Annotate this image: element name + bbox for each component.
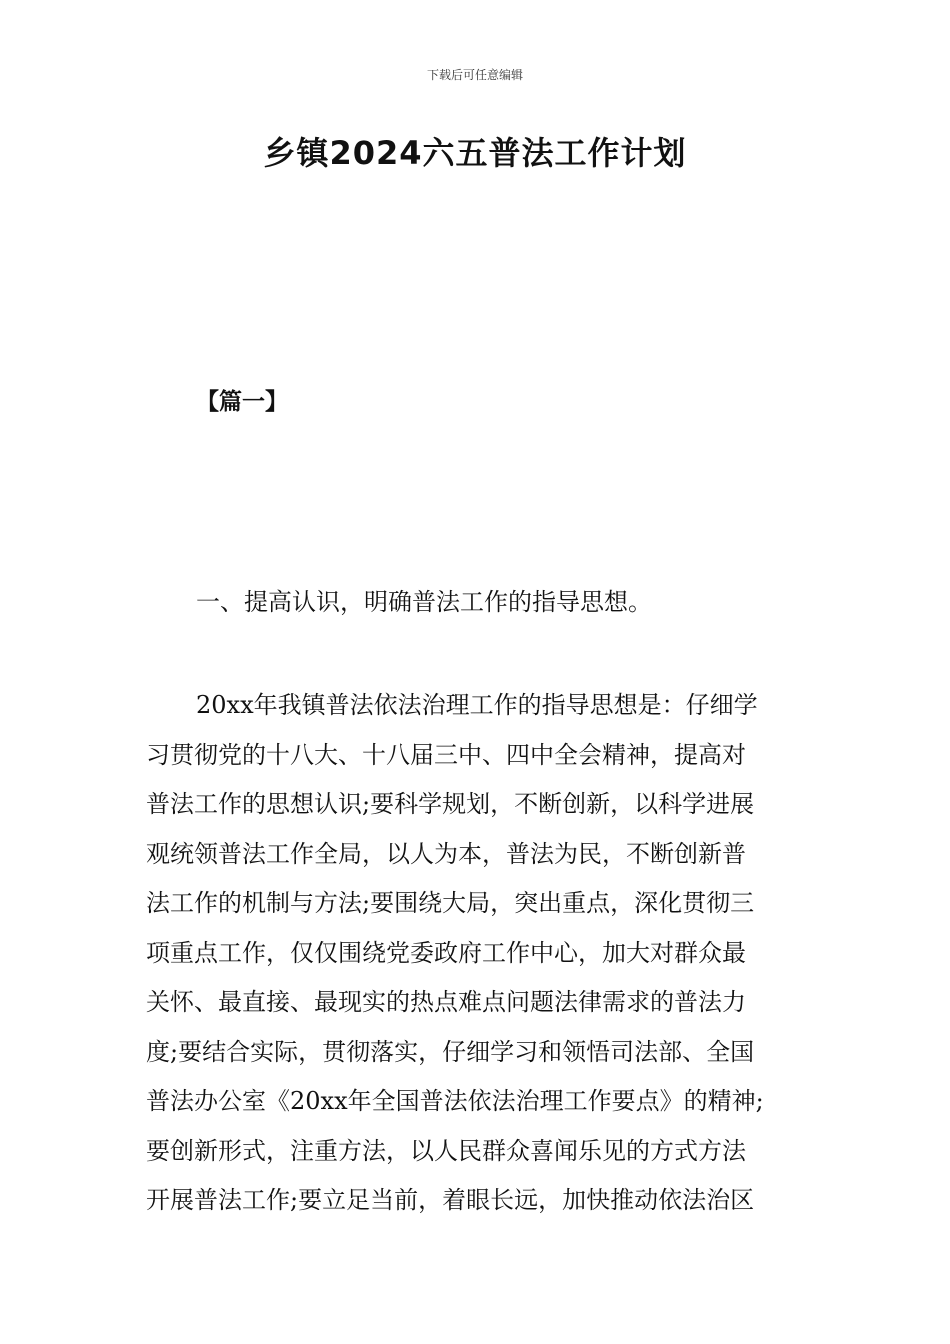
paragraph-line: 普法办公室《20xx年全国普法依法治理工作要点》的精神; xyxy=(146,1087,764,1115)
paragraph-line: 要创新形式，注重方法，以人民群众喜闻乐见的方式方法 xyxy=(146,1136,746,1165)
paragraph-line: 20xx年我镇普法依法治理工作的指导思想是：仔细学 xyxy=(196,691,758,719)
paragraph-line: 普法工作的思想认识;要科学规划，不断创新，以科学进展 xyxy=(146,790,755,818)
header-note: 下载后可任意编辑 xyxy=(426,68,523,82)
paragraph-line: 度;要结合实际，贯彻落实，仔细学习和领悟司法部、全国 xyxy=(146,1037,755,1066)
section-heading: 一、提高认识，明确普法工作的指导思想。 xyxy=(196,588,652,616)
paragraph-line: 习贯彻党的十八大、十八届三中、四中全会精神，提高对 xyxy=(146,740,746,769)
paragraph-line: 关怀、最直接、最现实的热点难点问题法律需求的普法力 xyxy=(146,988,746,1016)
paragraph-line: 开展普法工作;要立足当前，着眼长远，加快推动依法治区 xyxy=(146,1186,755,1214)
document-title: 乡镇2024六五普法工作计划 xyxy=(263,134,687,172)
section-mark: 【篇一】 xyxy=(196,389,288,415)
paragraph-line: 项重点工作，仅仅围绕党委政府工作中心，加大对群众最 xyxy=(146,938,746,967)
paragraph-line: 观统领普法工作全局，以人为本，普法为民，不断创新普 xyxy=(146,839,746,868)
body-paragraph xyxy=(146,681,808,1226)
paragraph-line: 法工作的机制与方法;要围绕大局，突出重点，深化贯彻三 xyxy=(146,889,755,917)
